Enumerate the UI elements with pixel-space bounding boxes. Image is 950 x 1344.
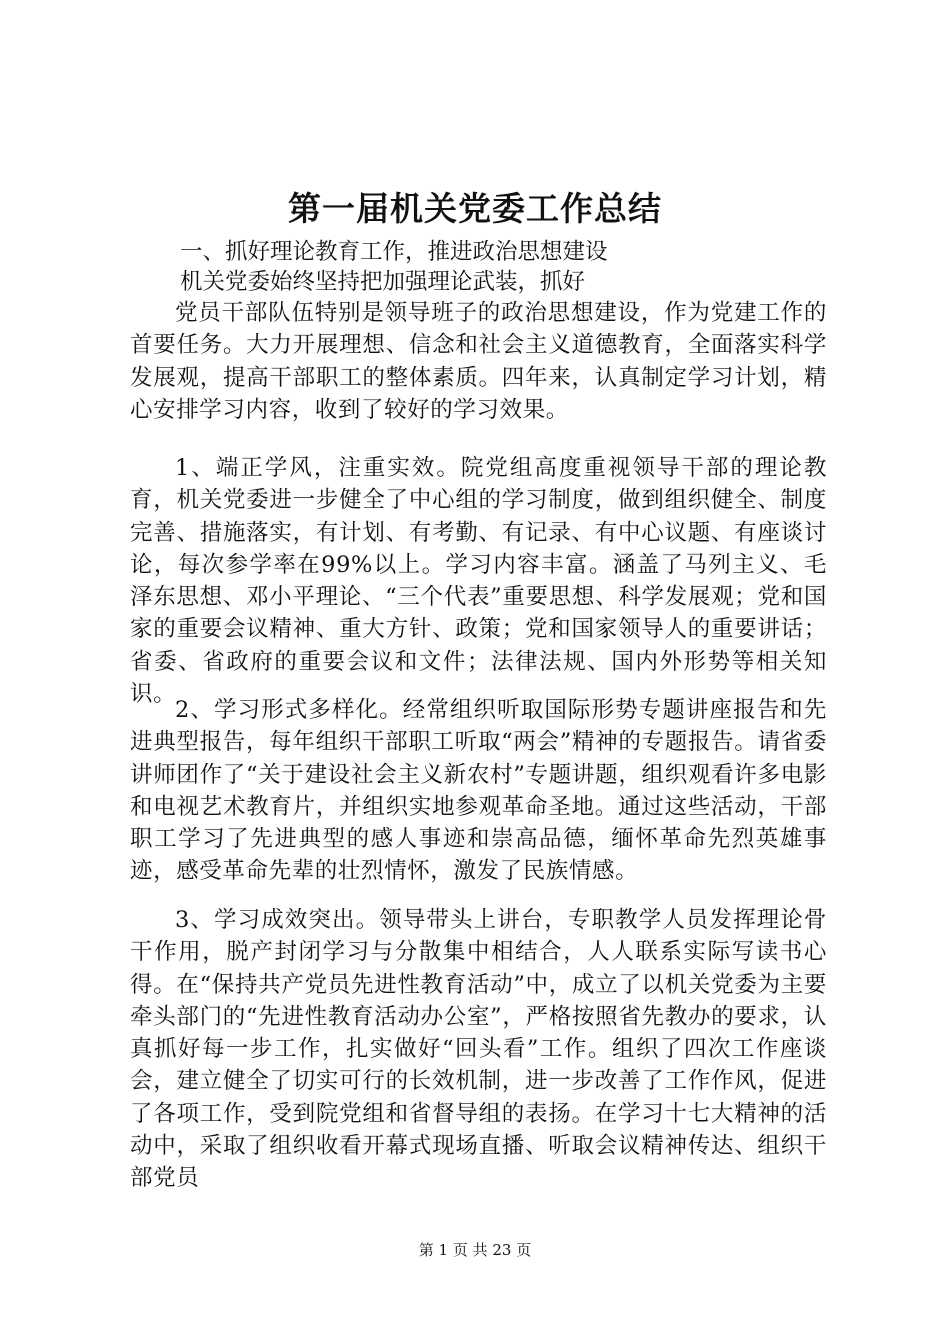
page-footer: 第 1 页 共 23 页: [418, 1241, 532, 1259]
lead-line: 机关党委始终坚持把加强理论武装，抓好: [180, 269, 586, 295]
paragraph-item-2: 2、学习形式多样化。经常组织听取国际形势专题讲座报告和先进典型报告，每年组织干部职工听取“两会”精神的专题报告。请省委讲师团作了“关于建设社会主义新农村”专题讲题，组织观看许多电影和电视艺术教育片，并组织实地参观革命圣地。通过这些活动，干部职工学习了先进典型的感人事迹和崇高品德，缅怀革命先烈英雄事迹，感受革命先辈的壮烈情怀，激发了民族情感。: [130, 697, 827, 885]
document-title: 第一届机关党委工作总结: [288, 189, 662, 228]
paragraph-item-1: 1、端正学风，注重实效。院党组高度重视领导干部的理论教育，机关党委进一步健全了中心组的学习制度，做到组织健全、制度完善、措施落实，有计划、有考勤、有记录、有中心议题、有座谈讨论，每次参学率在99%以上。学习内容丰富。涵盖了马列主义、毛泽东思想、邓小平理论、“三个代表”重要思想、科学发展观；党和国家的重要会议精神、重大方针、政策；党和国家领导人的重要讲话；省委、省政府的重要会议和文件；法律法规、国内外形势等相关知识。: [130, 455, 827, 708]
paragraph-item-3: 3、学习成效突出。领导带头上讲台，专职教学人员发挥理论骨干作用，脱产封闭学习与分散集中相结合，人人联系实际写读书心得。在“保持共产党员先进性教育活动”中，成立了以机关党委为主要牵头部门的“先进性教育活动办公室”，严格按照省先教办的要求，认真抓好每一步工作，扎实做好“回头看”工作。组织了四次工作座谈会，建立健全了切实可行的长效机制，进一步改善了工作作风，促进了各项工作，受到院党组和省督导组的表扬。在学习十七大精神的活动中，采取了组织收看开幕式现场直播、听取会议精神传达、组织干部党员: [130, 907, 827, 1192]
section-heading: 一、抓好理论教育工作，推进政治思想建设: [180, 239, 608, 265]
paragraph-intro: 党员干部队伍特别是领导班子的政治思想建设，作为党建工作的首要任务。大力开展理想、信念和社会主义道德教育，全面落实科学发展观，提高干部职工的整体素质。四年来，认真制定学习计划，精心安排学习内容，收到了较好的学习效果。: [130, 300, 827, 423]
